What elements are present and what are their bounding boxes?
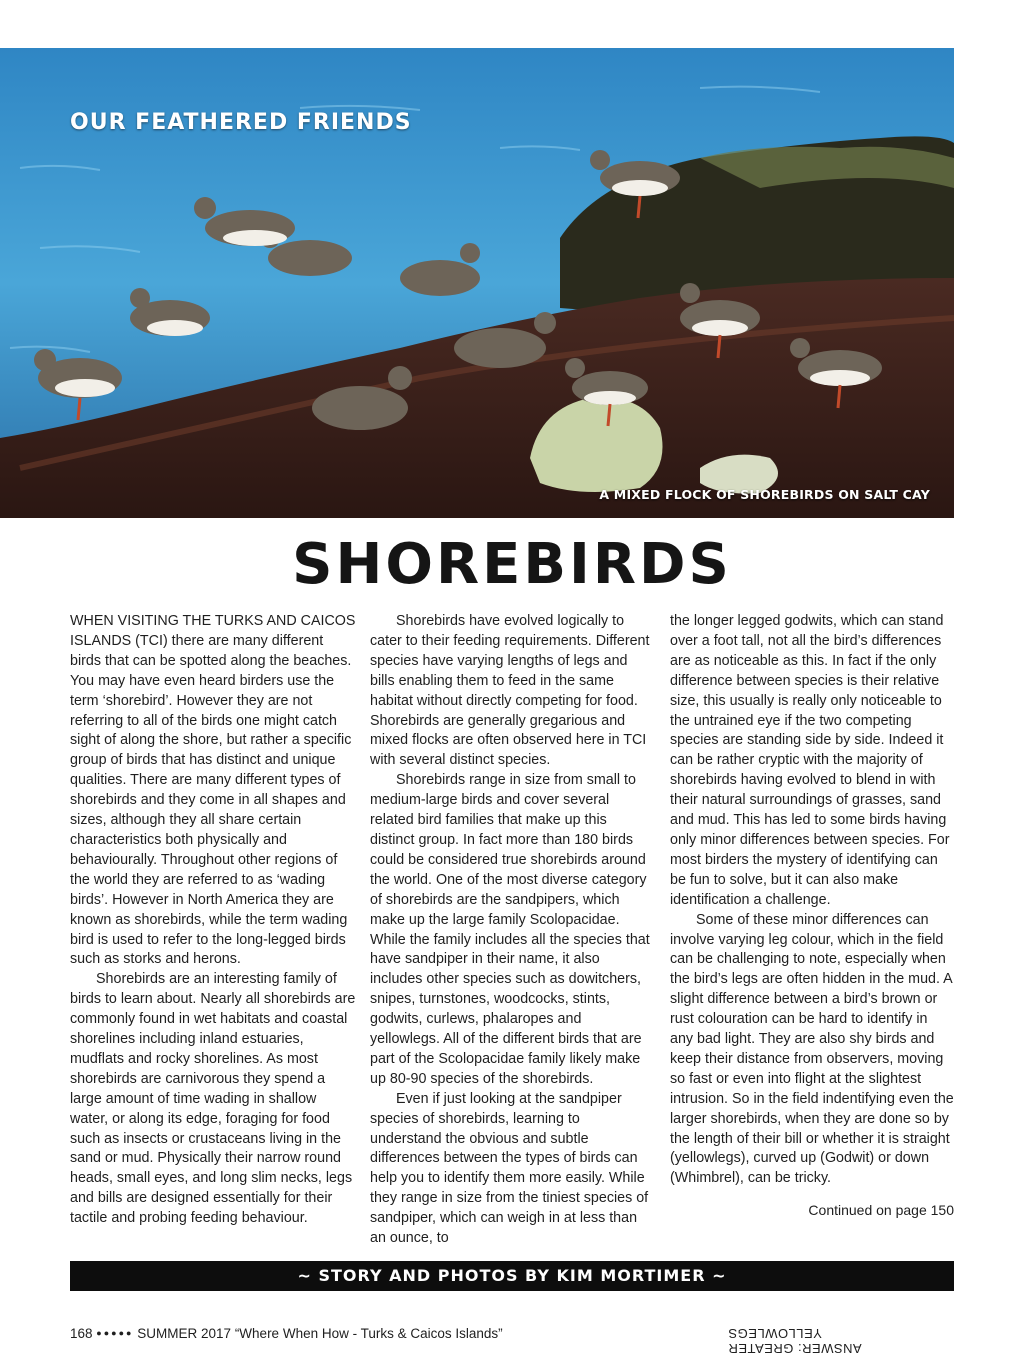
paragraph: the longer legged godwits, which can stand over a foot tall, not all the bird’s differences are as noticeable as this. In fact if the only difference between species is their relative size, this usually is really only noticeable to the untrained eye if the two competing species are standing side by side. Indeed it can be rather cryptic with the majority of shorebirds having evolved to blend in with their natural surroundings of grasses, sand and mud. This has led to some birds having only minor differences between species. For most birders the mystery of identifying can be fun to solve, but it can also make identification a challenge. [670,613,950,908]
column-1 [70,612,357,1229]
upside-down-answer: ANSWER: GREATER YELLOWLEGS [728,1326,862,1356]
paragraph: WHEN VISITING THE TURKS AND CAICOS ISLANDS (TCI) there are many different birds that can be spotted along the beaches. You may have even heard birders use the term ‘shorebird’. However they are not referring to all of the birds one might catch sight of along the shore, but rather a specific group of birds that has distinct and unique qualities. There are many different types of shorebirds and they come in all shapes and sizes, although they all share certain characteristics both physically and behaviourally. Throughout other regions of the world they are referred to as ‘wading birds’. However in North America they are known as shorebirds, while the term wading bird is used to refer to the long-legged birds such as storks and herons. [70,613,356,968]
continued-note: Continued on page 150 [808,1202,954,1218]
magazine-name: “Where When How - Turks & Caicos Islands” [234,1326,503,1341]
paragraph: Some of these minor differences can involve varying leg colour, which in the field can be challenging to note, especially when the bird’s legs are often hidden in the mud. A slight difference between a bird’s brown or rust colouration can be hard to identify in any bad light. They are also shy birds and keep their distance from observers, moving so fast or even into flight at the slightest intrusion. So in the field indentifying even the larger shorebirds, when they are done so by the length of their bill or whether it is straight (yellowlegs), curved up (Godwit) or down (Whimbrel), can be tricky. [670,911,954,1187]
column-3 [670,612,954,1189]
header-photo [0,48,954,518]
byline-bar: ~ STORY AND PHOTOS BY KIM MORTIMER ~ [70,1261,954,1291]
photo-caption: A MIXED FLOCK OF SHOREBIRDS ON SALT CAY [599,487,930,502]
paragraph: Even if just looking at the sandpiper species of shorebirds, learning to understand the obvious and subtle differences between the types of birds can help you to identify them more easily. While they range in size from the tiniest species of sandpiper, which can weigh in at less than an ounce, to [370,1090,649,1247]
footer-dots: ●●●●● [96,1328,134,1338]
paragraph: Shorebirds have evolved logically to cater to their feeding requirements. Different species have varying lengths of legs and bills enabling them to feed in the same habitat without directly competing for food. Shorebirds are generally gregarious and mixed flocks are often observed here in TCI with several distinct species. [370,613,650,769]
issue-label: SUMMER 2017 [137,1326,232,1341]
paragraph: Shorebirds range in size from small to medium-large birds and cover several related bird families that make up this distinct group. In fact more than 180 birds could be considered true shorebirds around the world. One of the most diverse category of shorebirds are the sandpipers, which make up the large family Scolopacidae. While the family includes all the species that have sandpiper in their name, it also includes other species such as dowitchers, snipes, turnstones, woodcocks, stints, godwits, curlews, phalaropes and yellowlegs. All of the different birds that are part of the Scolopacidae family likely make up 80-90 species of the shorebirds. [370,772,650,1087]
article-title: SHOREBIRDS [292,532,732,597]
page-number: 168 [70,1326,93,1341]
paragraph: Shorebirds are an interesting family of birds to learn about. Nearly all shorebirds are commonly found in wet habitats and coastal shorelines including inland estuaries, mudflats and rocky shorelines. As most shorebirds are carnivorous they spend a large amount of time wading in shallow water, or along its edge, foraging for food such as insects or crustaceans living in the sand or mud. Physically their narrow round heads, small eyes, and long slim necks, legs and bills are designed essentially for their tactile and probing feeding behaviour. [70,971,356,1227]
section-label: OUR FEATHERED FRIENDS [70,110,412,135]
column-2 [370,612,654,1249]
page-footer [70,1326,503,1341]
